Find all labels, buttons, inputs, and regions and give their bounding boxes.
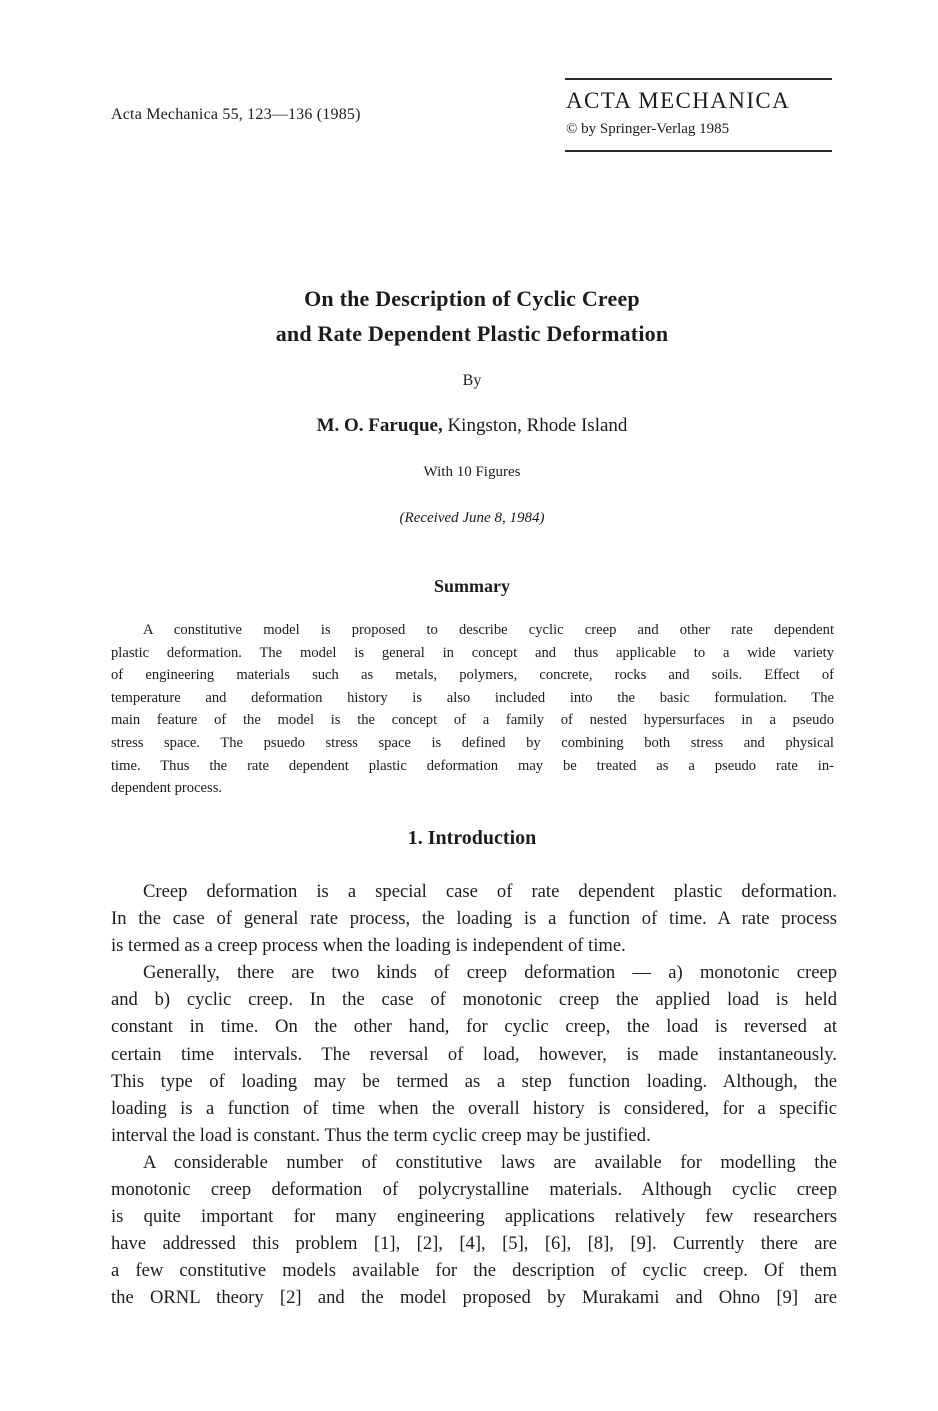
summary-line: temperature and deformation history is also included into the basic formulation. The	[111, 689, 834, 706]
body-line: have addressed this problem [1], [2], [4], [5], [6], [8], [9]. Currently there are	[111, 1233, 837, 1255]
section-heading-introduction: 1. Introduction	[407, 827, 537, 849]
body-line: Generally, there are two kinds of creep deformation — a) monotonic creep	[143, 962, 837, 984]
body-line: This type of loading may be termed as a step function loading. Although, the	[111, 1070, 837, 1092]
body-line: monotonic creep deformation of polycrystalline materials. Although cyclic creep	[111, 1179, 837, 1201]
body-line: and b) cyclic creep. In the case of monotonic creep the applied load is held	[111, 989, 837, 1011]
body-line: is termed as a creep process when the loading is independent of time.	[111, 935, 626, 957]
body-line: constant in time. On the other hand, for cyclic creep, the load is reversed at	[111, 1016, 837, 1038]
summary-paragraph	[111, 619, 834, 800]
summary-line: A constitutive model is proposed to describe cyclic creep and other rate dependent	[143, 622, 834, 638]
body-line: certain time intervals. The reversal of load, however, is made instantaneously.	[111, 1043, 837, 1065]
summary-line: dependent process.	[111, 780, 223, 797]
author-line	[0, 415, 938, 437]
article-title-line-2: and Rate Dependent Plastic Deformation	[275, 321, 669, 346]
summary-line: of engineering materials such as metals, polymers, concrete, rocks and soils. Effect of	[111, 667, 834, 684]
summary-heading: Summary	[434, 576, 510, 596]
body-line: is quite important for many engineering applications relatively few researchers	[111, 1206, 837, 1228]
author-name: M. O. Faruque,	[316, 415, 443, 436]
body-line: the ORNL theory [2] and the model proposed by Murakami and Ohno [9] are	[111, 1287, 837, 1309]
introduction-body	[111, 878, 837, 1312]
summary-line: plastic deformation. The model is general in concept and thus applicable to a wide variety	[111, 644, 834, 661]
body-line: a few constitutive models available for the description of cyclic creep. Of them	[111, 1260, 837, 1282]
body-line: A considerable number of constitutive laws are available for modelling the	[143, 1151, 837, 1173]
summary-line: stress space. The psuedo stress space is defined by combining both stress and physical	[111, 734, 834, 751]
journal-name: ACTA MECHANICA	[566, 88, 791, 113]
summary-line: time. Thus the rate dependent plastic deformation may be treated as a pseudo rate in-	[111, 757, 834, 774]
body-line: loading is a function of time when the overall history is considered, for a specific	[111, 1097, 837, 1119]
summary-line: main feature of the model is the concept of a family of nested hypersurfaces in a pseudo	[111, 712, 834, 729]
article-title-line-1: On the Description of Cyclic Creep	[304, 286, 640, 311]
received-date: (Received June 8, 1984)	[399, 510, 545, 526]
body-line: Creep deformation is a special case of rate dependent plastic deformation.	[143, 881, 837, 902]
figure-count: With 10 Figures	[423, 464, 521, 480]
body-line: interval the load is constant. Thus the term cyclic creep may be justified.	[111, 1124, 651, 1146]
journal-masthead	[565, 78, 832, 152]
author-affiliation: Kingston, Rhode Island	[442, 415, 628, 436]
body-line: In the case of general rate process, the loading is a function of time. A rate process	[111, 908, 837, 930]
byline-by: By	[462, 372, 482, 389]
copyright-notice: © by Springer-Verlag 1985	[566, 121, 730, 137]
journal-citation: Acta Mechanica 55, 123—136 (1985)	[111, 106, 361, 123]
